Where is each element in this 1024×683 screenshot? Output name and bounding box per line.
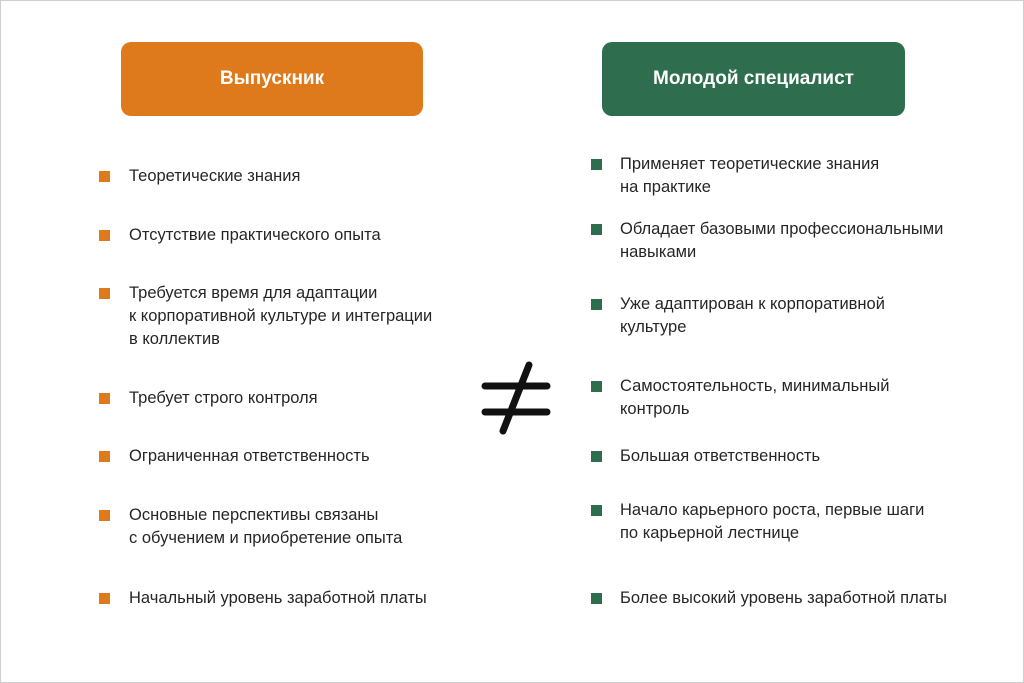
young-specialist-trait — [620, 218, 943, 264]
trait-line: Обладает базовыми профессиональными — [620, 220, 944, 238]
trait-line: Требует строго контроля — [129, 389, 318, 407]
young-specialist-trait — [620, 587, 947, 610]
trait-line: навыками — [620, 243, 697, 261]
bullet-square-icon — [591, 224, 602, 235]
bullet-square-icon — [591, 299, 602, 310]
graduate-trait — [129, 445, 370, 468]
trait-line: культуре — [620, 318, 687, 336]
trait-line: Начальный уровень заработной платы — [129, 589, 427, 607]
graduate-title: Выпускник — [219, 68, 325, 89]
trait-line: Начало карьерного роста, первые шаги — [620, 501, 925, 519]
bullet-square-icon — [99, 593, 110, 604]
trait-line: Основные перспективы связаны — [129, 506, 379, 524]
trait-line: Уже адаптирован к корпоративной — [620, 295, 885, 313]
graduate-trait — [129, 165, 300, 188]
trait-line: Требуется время для адаптации — [129, 284, 378, 302]
graduate-trait — [129, 504, 402, 550]
bullet-square-icon — [99, 230, 110, 241]
young-specialist-trait — [620, 293, 885, 339]
trait-line: на практике — [620, 178, 711, 196]
bullet-square-icon — [99, 451, 110, 462]
trait-line: по карьерной лестнице — [620, 524, 800, 542]
trait-line: с обучением и приобретение опыта — [129, 529, 403, 547]
bullet-square-icon — [591, 505, 602, 516]
young-specialist-title: Молодой специалист — [653, 68, 854, 89]
young-specialist-trait — [620, 445, 820, 468]
young-specialist-header — [602, 42, 905, 116]
young-specialist-trait — [620, 153, 879, 199]
bullet-square-icon — [591, 159, 602, 170]
graduate-trait — [129, 387, 318, 410]
bullet-square-icon — [99, 288, 110, 299]
trait-line: к корпоративной культуре и интеграции — [129, 307, 433, 325]
bullet-square-icon — [99, 393, 110, 404]
trait-line: Ограниченная ответственность — [129, 447, 370, 465]
trait-line: Отсутствие практического опыта — [129, 226, 381, 244]
trait-line: Самостоятельность, минимальный — [620, 377, 890, 395]
young-specialist-trait — [620, 499, 924, 545]
trait-line: Применяет теоретические знания — [620, 155, 880, 173]
young-specialist-trait — [620, 375, 889, 421]
graduate-trait — [129, 282, 432, 351]
not-equal-icon — [471, 359, 561, 437]
bullet-square-icon — [591, 381, 602, 392]
trait-line: Большая ответственность — [620, 447, 821, 465]
graduate-trait — [129, 224, 381, 247]
bullet-square-icon — [591, 451, 602, 462]
graduate-header — [121, 42, 423, 116]
trait-line: Теоретические знания — [129, 167, 301, 185]
trait-line: контроль — [620, 400, 690, 418]
trait-line: Более высокий уровень заработной платы — [620, 589, 947, 607]
bullet-square-icon — [99, 510, 110, 521]
graduate-trait — [129, 587, 427, 610]
bullet-square-icon — [99, 171, 110, 182]
bullet-square-icon — [591, 593, 602, 604]
trait-line: в коллектив — [129, 330, 220, 348]
